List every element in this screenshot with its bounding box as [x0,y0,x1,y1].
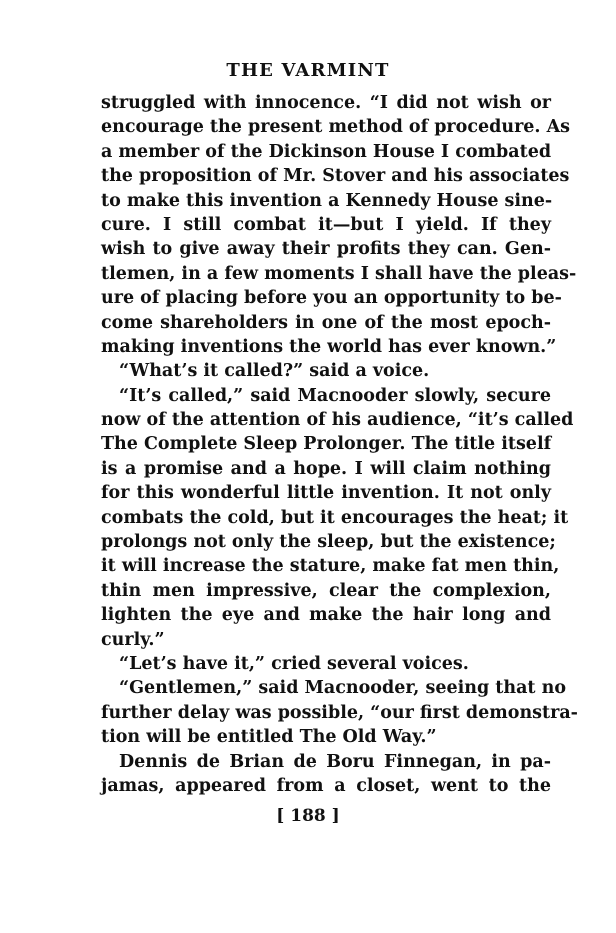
text-line: cure. I still combat it—but I yield. If they [101,214,551,235]
text-line: “Let’s have it,” cried several voices. [119,653,469,674]
text-line: come shareholders in one of the most epoch- [101,312,551,333]
text-line: prolongs not only the sleep, but the existence; [101,532,556,553]
text-line: The Complete Sleep Prolonger. The title itself [101,434,552,455]
text-line: “What’s it called?” said a voice. [119,361,430,382]
text-line: a member of the Dickinson House I combated [101,141,552,162]
text-line: Dennis de Brian de Boru Finnegan, in pa- [119,751,551,772]
body-text [101,91,578,798]
text-line: curly.” [101,629,165,650]
text-line: lighten the eye and make the hair long and [101,605,551,626]
text-line: combats the cold, but it encourages the heat; it [101,507,569,528]
text-line: to make this invention a Kennedy House sine- [101,190,553,211]
text-line: ure of placing before you an opportunity to be- [101,288,562,309]
text-line: tion will be entitled The Old Way.” [101,727,437,748]
text-line: now of the attention of his audience, “it’s called [101,410,574,431]
text-line: tlemen, in a few moments I shall have the pleas- [101,263,577,284]
running-head: THE VARMINT [226,60,390,81]
text-line: for this wonderful little invention. It not only [101,483,551,504]
text-line: “It’s called,” said Macnooder slowly, secure [119,385,551,406]
text-line: encourage the present method of procedure. As [101,117,571,138]
text-line: “Gentlemen,” said Macnooder, seeing that no [119,678,567,699]
text-line: jamas, appeared from a closet, went to the [101,775,551,796]
text-line: is a promise and a hope. I will claim nothing [101,458,551,479]
text-line: thin men impressive, clear the complexion, [101,580,551,601]
text-line: the proposition of Mr. Stover and his associates [101,166,570,187]
text-line: it will increase the stature, make fat men thin, [101,556,560,577]
text-line: further delay was possible, “our first demonstra- [101,702,578,723]
page-number: [ 188 ] [276,806,340,826]
text-line: wish to give away their profits they can. Gen- [101,239,551,260]
text-line: making inventions the world has ever known.” [101,336,557,357]
text-line: struggled with innocence. “I did not wish or [101,93,551,113]
